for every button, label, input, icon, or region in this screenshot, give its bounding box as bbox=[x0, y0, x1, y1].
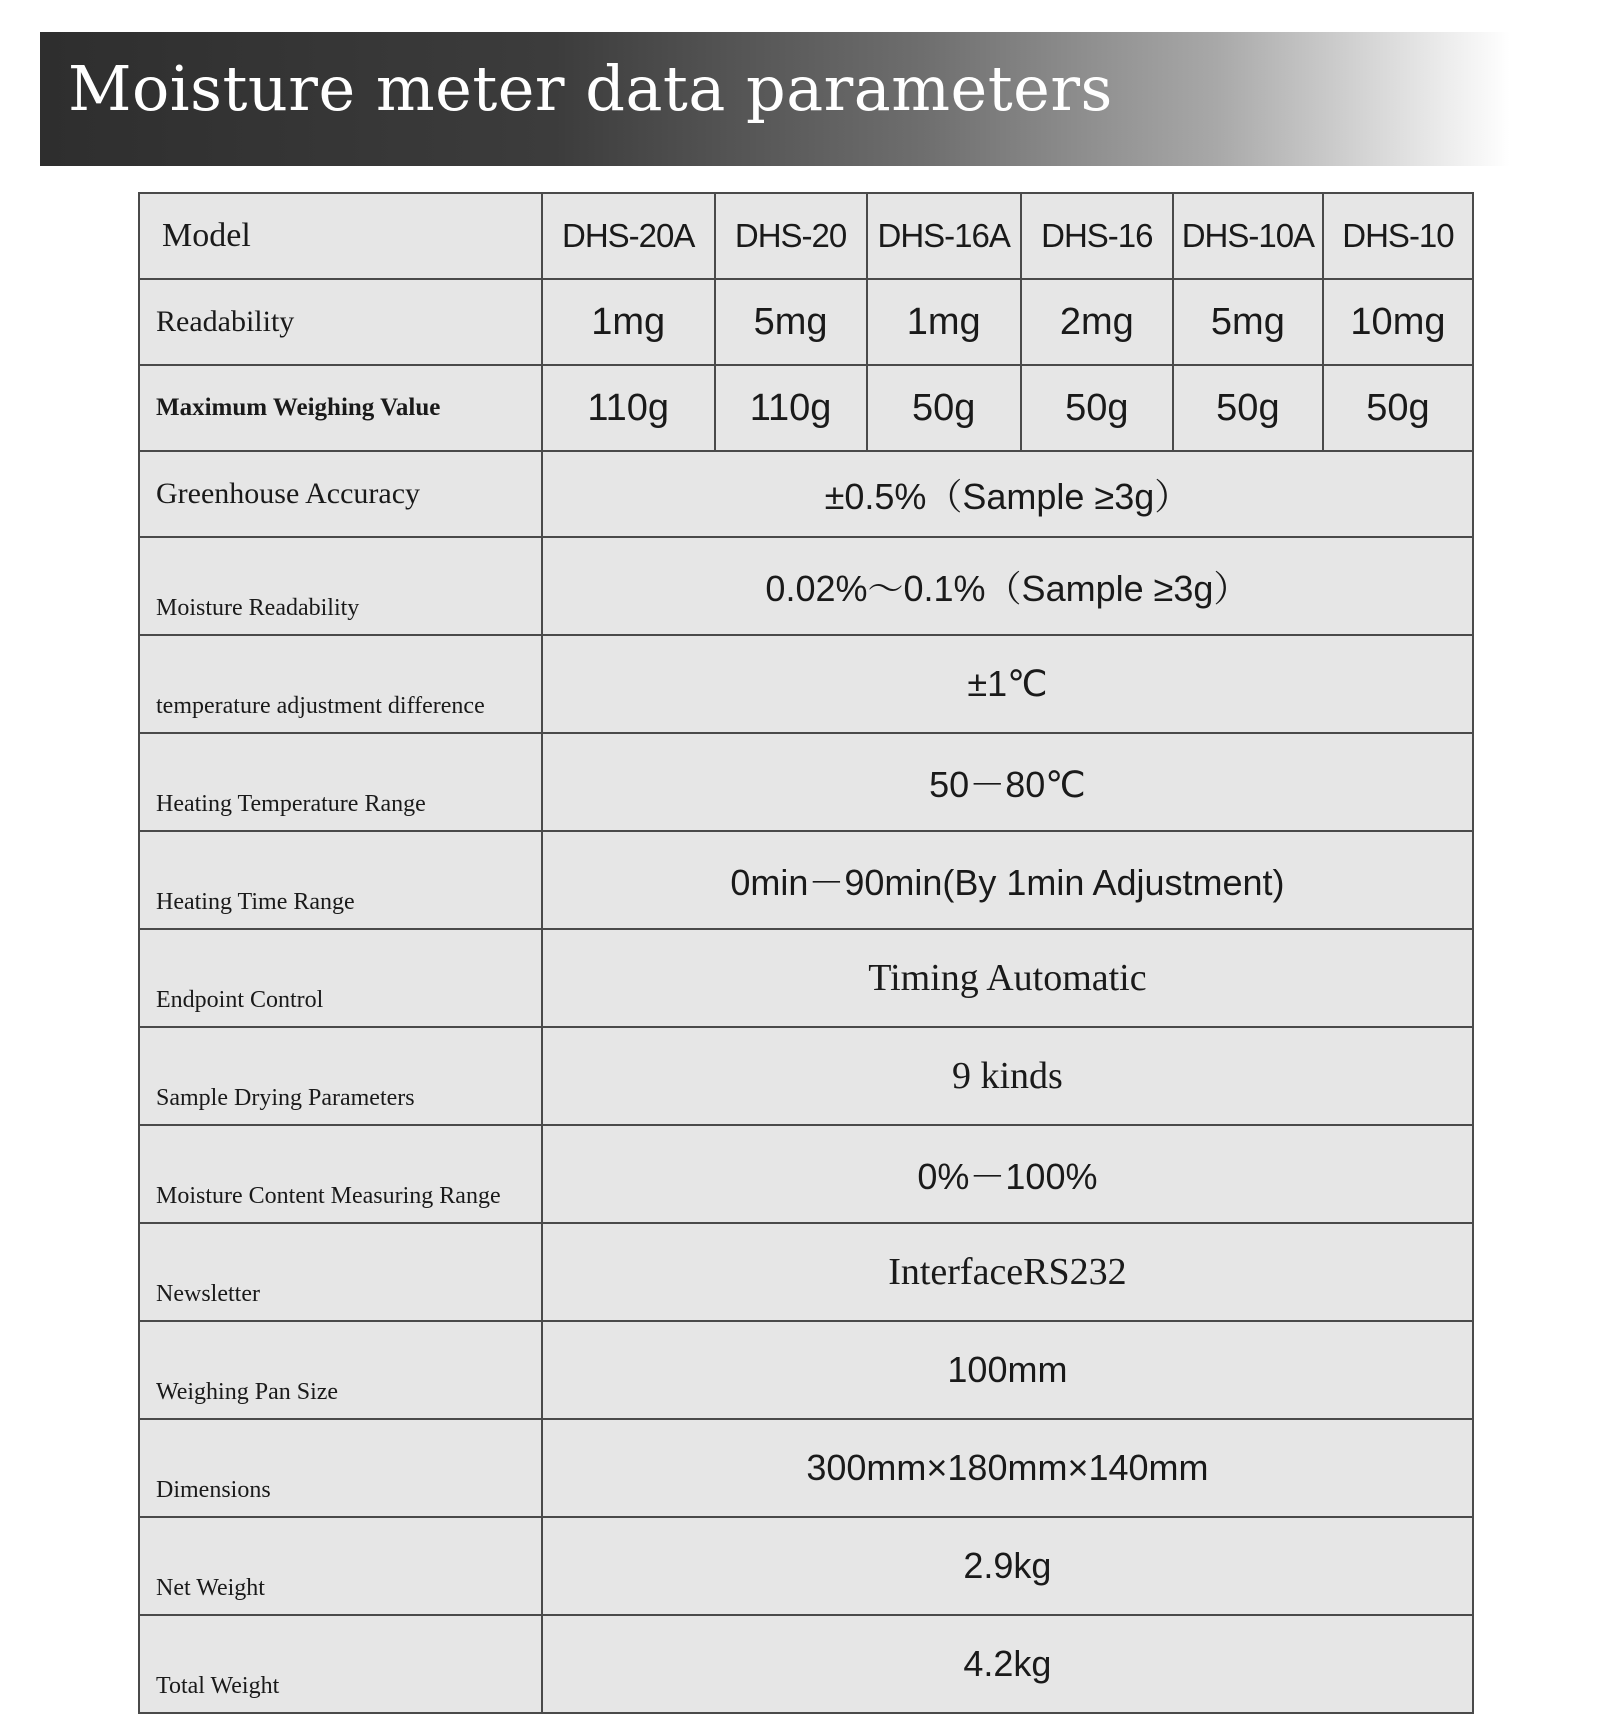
spec-table bbox=[138, 192, 1474, 1714]
spec-value: 0%－100% bbox=[542, 1125, 1473, 1223]
spec-value: 4.2kg bbox=[542, 1615, 1473, 1713]
spec-value: 0.02%～0.1%（Sample ≥3g） bbox=[542, 537, 1473, 635]
table-row bbox=[139, 1125, 1473, 1223]
table-row bbox=[139, 733, 1473, 831]
row-label-model: Model bbox=[139, 193, 542, 279]
spec-label: Endpoint Control bbox=[139, 929, 542, 1027]
readability-value: 2mg bbox=[1021, 279, 1173, 365]
readability-value: 5mg bbox=[715, 279, 867, 365]
table-row bbox=[139, 1419, 1473, 1517]
spec-label: Heating Time Range bbox=[139, 831, 542, 929]
spec-label: Moisture Content Measuring Range bbox=[139, 1125, 542, 1223]
spec-label: Weighing Pan Size bbox=[139, 1321, 542, 1419]
spec-value: Timing Automatic bbox=[542, 929, 1473, 1027]
table-row bbox=[139, 537, 1473, 635]
spec-label: Newsletter bbox=[139, 1223, 542, 1321]
title-banner bbox=[40, 32, 1510, 166]
model-header: DHS-16 bbox=[1021, 193, 1173, 279]
model-header: DHS-10 bbox=[1323, 193, 1473, 279]
spec-label: temperature adjustment difference bbox=[139, 635, 542, 733]
spec-value: ±1℃ bbox=[542, 635, 1473, 733]
row-label-max-weighing: Maximum Weighing Value bbox=[139, 365, 542, 451]
model-header: DHS-10A bbox=[1173, 193, 1323, 279]
max-weighing-value: 110g bbox=[715, 365, 867, 451]
spec-label: Total Weight bbox=[139, 1615, 542, 1713]
table-row bbox=[139, 929, 1473, 1027]
table-row bbox=[139, 1615, 1473, 1713]
spec-label: Moisture Readability bbox=[139, 537, 542, 635]
spec-value: InterfaceRS232 bbox=[542, 1223, 1473, 1321]
table-row-max-weighing bbox=[139, 365, 1473, 451]
spec-label: Heating Temperature Range bbox=[139, 733, 542, 831]
spec-label: Net Weight bbox=[139, 1517, 542, 1615]
spec-value: 2.9kg bbox=[542, 1517, 1473, 1615]
model-header: DHS-20 bbox=[715, 193, 867, 279]
spec-value: 100mm bbox=[542, 1321, 1473, 1419]
max-weighing-value: 50g bbox=[867, 365, 1021, 451]
spec-label: Greenhouse Accuracy bbox=[139, 451, 542, 537]
max-weighing-value: 50g bbox=[1173, 365, 1323, 451]
model-header: DHS-20A bbox=[542, 193, 715, 279]
spec-value: 50－80℃ bbox=[542, 733, 1473, 831]
max-weighing-value: 50g bbox=[1021, 365, 1173, 451]
table-row bbox=[139, 1223, 1473, 1321]
table-row bbox=[139, 635, 1473, 733]
row-label-readability: Readability bbox=[139, 279, 542, 365]
spec-value: 300mm×180mm×140mm bbox=[542, 1419, 1473, 1517]
spec-value: 0min－90min(By 1min Adjustment) bbox=[542, 831, 1473, 929]
readability-value: 5mg bbox=[1173, 279, 1323, 365]
table-row-readability bbox=[139, 279, 1473, 365]
spec-value: ±0.5%（Sample ≥3g） bbox=[542, 451, 1473, 537]
max-weighing-value: 110g bbox=[542, 365, 715, 451]
page-title: Moisture meter data parameters bbox=[68, 52, 1113, 125]
spec-value: 9 kinds bbox=[542, 1027, 1473, 1125]
table-row bbox=[139, 831, 1473, 929]
table-row bbox=[139, 1321, 1473, 1419]
readability-value: 10mg bbox=[1323, 279, 1473, 365]
readability-value: 1mg bbox=[542, 279, 715, 365]
table-row bbox=[139, 1027, 1473, 1125]
max-weighing-value: 50g bbox=[1323, 365, 1473, 451]
readability-value: 1mg bbox=[867, 279, 1021, 365]
spec-label: Sample Drying Parameters bbox=[139, 1027, 542, 1125]
spec-label: Dimensions bbox=[139, 1419, 542, 1517]
table-row-model bbox=[139, 193, 1473, 279]
model-header: DHS-16A bbox=[867, 193, 1021, 279]
table-row bbox=[139, 1517, 1473, 1615]
table-row bbox=[139, 451, 1473, 537]
